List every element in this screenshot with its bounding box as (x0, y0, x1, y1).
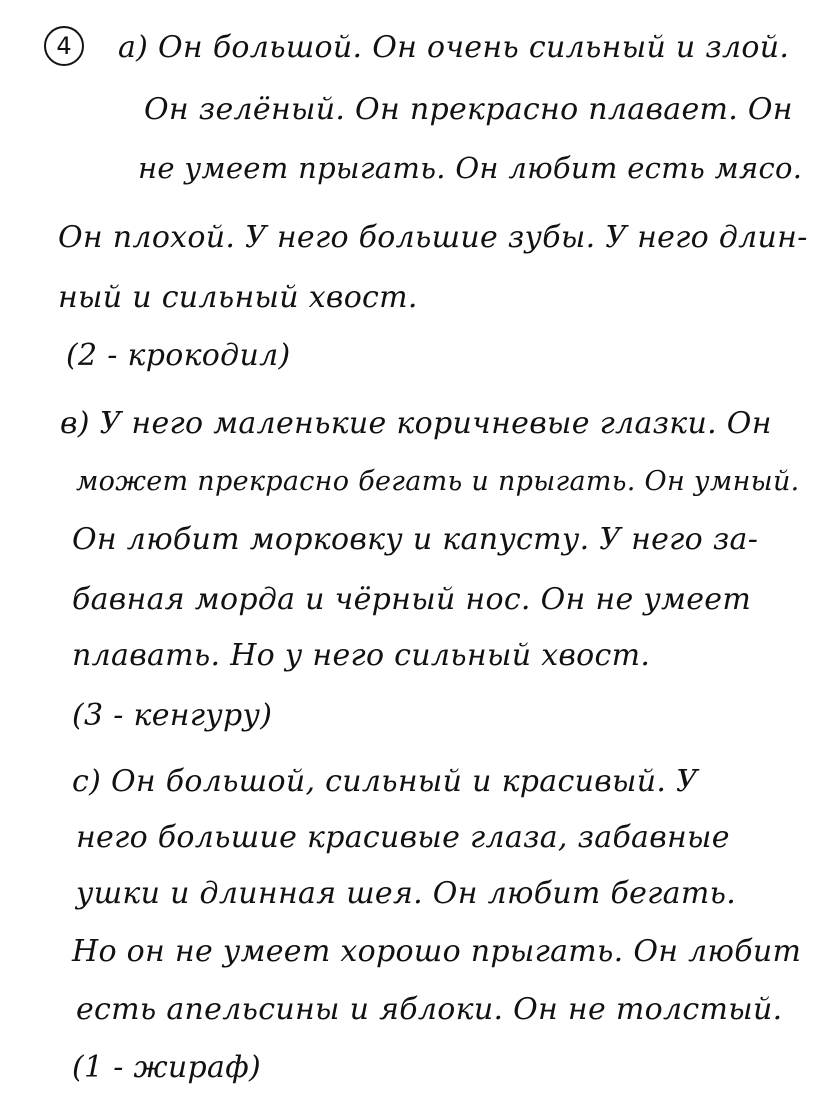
text-line: с) Он большой, сильный и красивый. У (72, 764, 698, 799)
text-line: не умеет прыгать. Он любит есть мясо. (138, 151, 803, 185)
text-line: Но он не умеет хорошо прыгать. Он любит (72, 934, 802, 969)
text-line: него большие красивые глаза, забавные (76, 820, 730, 855)
task-number: 4 (56, 32, 72, 60)
text-line: есть апельсины и яблоки. Он не толстый. (76, 992, 783, 1027)
text-line: ный и сильный хвост. (58, 280, 418, 315)
text-line: в) У него маленькие коричневые глазки. Он (60, 406, 772, 441)
text-line: Он плохой. У него большие зубы. У него длин- (58, 220, 808, 255)
text-line: а) Он большой. Он очень сильный и злой. (118, 30, 790, 65)
text-line: может прекрасно бегать и прыгать. Он умный. (76, 466, 800, 497)
answer-line: (2 - крокодил) (66, 338, 291, 373)
text-line: плавать. Но у него сильный хвост. (72, 638, 651, 673)
text-line: бавная морда и чёрный нос. Он не умеет (72, 582, 752, 617)
text-line: Он любит морковку и капусту. У него за- (72, 522, 759, 557)
task-number-circle (44, 26, 84, 66)
text-line: ушки и длинная шея. Он любит бегать. (76, 876, 737, 911)
answer-line: (1 - жираф) (72, 1050, 261, 1085)
text-line: Он зелёный. Он прекрасно плавает. Он (144, 92, 793, 127)
answer-line: (3 - кенгуру) (72, 698, 273, 733)
